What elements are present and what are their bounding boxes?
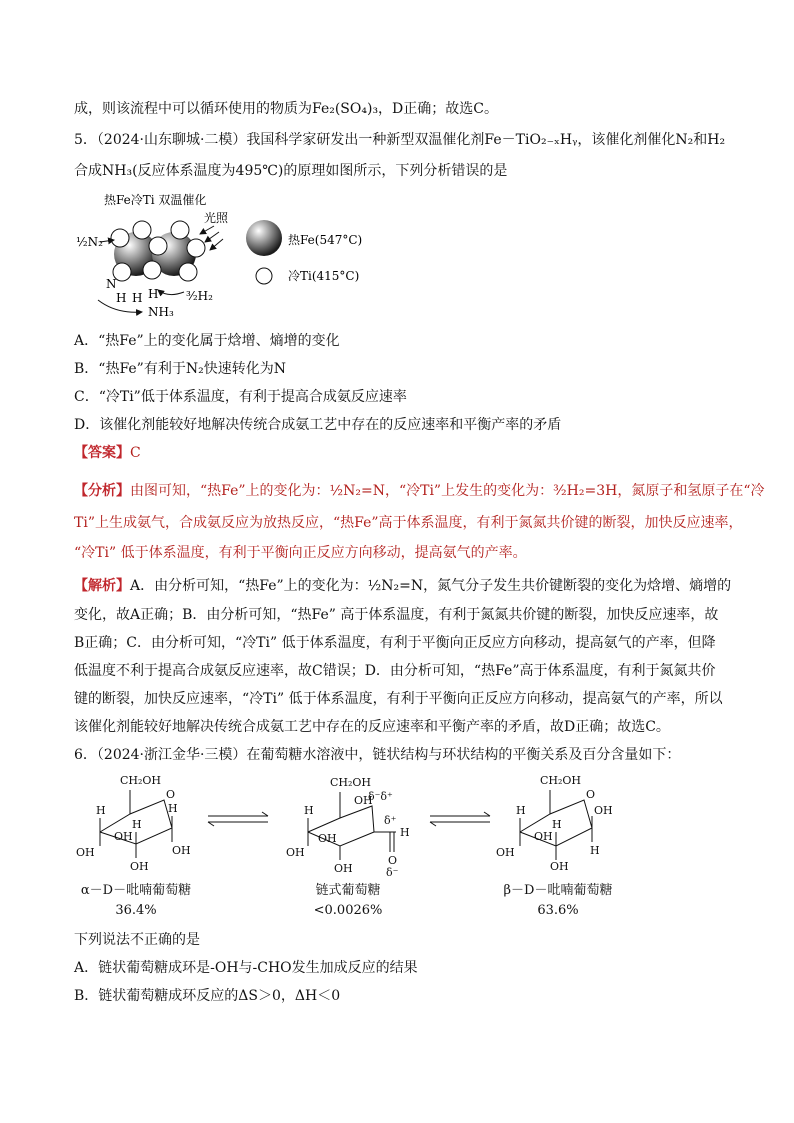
- beta-ch2oh: CH₂OH: [540, 774, 582, 787]
- fig1-h-label: H: [116, 291, 127, 305]
- question-6-stem: 6．（2024·浙江金华·三模）在葡萄糖水溶液中，链状结构与环状结构的平衡关系及百分含量如下：: [74, 747, 681, 763]
- explanation-line-6: 该催化剂能较好地解决传统合成氨工艺中存在的反应速率和平衡产率的矛盾，故D正确；故选C。: [74, 719, 670, 735]
- beta-name: β－D－吡喃葡萄糖: [503, 883, 613, 898]
- cold-ti-sphere: [187, 239, 205, 257]
- chain-oh: OH: [318, 832, 337, 845]
- option-5d: D．该催化剂能较好地解决传统合成氨工艺中存在的反应速率和平衡产率的矛盾: [74, 417, 562, 433]
- analysis-line-3: “冷Ti” 低于体系温度，有利于平衡向正反应方向移动，提高氨气的产率。: [74, 545, 527, 561]
- option-6b: B．链状葡萄糖成环反应的ΔS＞0，ΔH＜0: [74, 988, 341, 1004]
- analysis-line: [74, 481, 764, 501]
- beta-h: H: [516, 804, 526, 817]
- chain-h: H: [304, 804, 314, 817]
- beta-h: H: [552, 818, 562, 831]
- alpha-oh: OH: [76, 846, 95, 859]
- fig1-n-label: N: [106, 277, 117, 291]
- fig1-h2-label: ³⁄₂H₂: [186, 289, 213, 303]
- answer-tag: 【答案】: [74, 445, 130, 461]
- alpha-name: α－D－吡喃葡萄糖: [80, 883, 192, 898]
- explanation-line-5: 键的断裂，加快反应速率，“冷Ti” 低于体系温度，有利于平衡向正反应方向移动，提高氨气的产率，所以: [74, 691, 723, 707]
- alpha-h: H: [168, 802, 178, 815]
- cold-ti-sphere: [111, 229, 129, 247]
- alpha-percent: 36.4%: [115, 903, 157, 918]
- chain-oh: OH: [354, 794, 373, 807]
- beta-percent: 63.6%: [537, 903, 579, 918]
- explanation-text: A．由分析可知，“热Fe”上的变化为：½N₂=N，氮气分子发生共价键断裂的变化为焓增、熵增的: [130, 578, 732, 594]
- alpha-oh: OH: [114, 830, 133, 843]
- chain-aldehyde-o: O: [388, 854, 398, 867]
- beta-oh: OH: [594, 804, 613, 817]
- beta-oh: OH: [496, 846, 515, 859]
- chain-delta-minus: δ⁻: [386, 866, 399, 879]
- glucose-equilibrium-diagram: [72, 770, 672, 920]
- alpha-oh: OH: [130, 860, 149, 873]
- answer-line: [74, 443, 141, 463]
- alpha-ring-o: O: [166, 788, 176, 801]
- beta-oh: OH: [534, 830, 553, 843]
- option-5a: A．“热Fe”上的变化属于焓增、熵增的变化: [74, 333, 340, 349]
- legend-ti-sphere: [256, 268, 272, 284]
- beta-h: H: [590, 844, 600, 857]
- analysis-tag: 【分析】: [74, 483, 130, 499]
- option-5c: C．“冷Ti”低于体系温度，有利于提高合成氨反应速率: [74, 389, 407, 405]
- fig1-h-label: H: [148, 287, 159, 301]
- legend-fe-label: 热Fe(547°C): [288, 233, 363, 247]
- explanation-line: [74, 576, 731, 596]
- question-5-stem-2: 合成NH₃(反应体系温度为495℃)的原理如图所示，下列分析错误的是: [74, 163, 508, 179]
- beta-ring-o: O: [586, 788, 596, 801]
- explanation-tag: 【解析】: [74, 578, 130, 594]
- beta-oh: OH: [550, 860, 569, 873]
- fig1-n2-label: ½N₂: [76, 235, 103, 249]
- chain-percent: <0.0026%: [313, 903, 383, 918]
- analysis-text: 由图可知，“热Fe”上的变化为：½N₂=N，“冷Ti”上发生的变化为：³⁄₂H₂=3H，氮原子和氢原子在“冷: [130, 483, 765, 499]
- option-5b: B．“热Fe”有利于N₂快速转化为N: [74, 361, 286, 377]
- explanation-line-2: 变化，故A正确；B．由分析可知，“热Fe” 高于体系温度，有利于氮氮共价键的断裂，加快反应速率，故: [74, 607, 719, 623]
- cold-ti-sphere: [149, 237, 167, 255]
- question-5-stem: 5．（2024·山东聊城·二模）我国科学家研发出一种新型双温催化剂Fe－TiO₂₋ₓHᵧ，该催化剂催化N₂和H₂: [74, 132, 726, 148]
- chain-oh: OH: [334, 862, 353, 875]
- text-line: 成，则该流程中可以循环使用的物质为Fe₂(SO₄)₃，D正确；故选C。: [74, 101, 498, 117]
- legend-fe-sphere: [246, 220, 282, 256]
- option-6a: A．链状葡萄糖成环是-OH与-CHO发生加成反应的结果: [74, 960, 418, 976]
- cold-ti-sphere: [171, 221, 189, 239]
- fig1-nh3-label: NH₃: [148, 305, 174, 319]
- cold-ti-sphere: [179, 263, 197, 281]
- analysis-line-2: Ti”上生成氨气，合成氨反应为放热反应，“热Fe”高于体系温度，有利于氮氮共价键的断裂，加快反应速率，: [74, 515, 743, 531]
- question-6-prompt: 下列说法不正确的是: [74, 932, 200, 948]
- chain-delta-plus: δ⁺: [384, 814, 397, 827]
- alpha-h: H: [132, 818, 142, 831]
- catalyst-diagram: [76, 188, 386, 320]
- chain-oh: OH: [286, 846, 305, 859]
- cold-ti-sphere: [143, 261, 161, 279]
- chain-name: 链式葡萄糖: [315, 883, 381, 898]
- fig1-h-label: H: [132, 291, 143, 305]
- alpha-ch2oh: CH₂OH: [120, 774, 162, 787]
- alpha-h: H: [96, 804, 106, 817]
- fig1-title: 热Fe冷Ti 双温催化: [104, 193, 207, 207]
- chain-aldehyde-h: H: [400, 826, 410, 839]
- cold-ti-sphere: [133, 221, 151, 239]
- legend-ti-label: 冷Ti(415°C): [288, 269, 360, 283]
- chain-ch2oh: CH₂OH: [330, 776, 372, 789]
- fig1-light-label: 光照: [204, 211, 229, 225]
- explanation-line-3: B正确；C．由分析可知，“冷Ti” 低于体系温度，有利于平衡向正反应方向移动，提高氨气的产率，但降: [74, 635, 716, 651]
- answer-value: C: [130, 445, 141, 461]
- explanation-line-4: 低温度不利于提高合成氨反应速率，故C错误；D．由分析可知，“热Fe”高于体系温度，有利于氮氮共价: [74, 663, 716, 679]
- alpha-oh: OH: [172, 844, 191, 857]
- chain-delta-pair: δ⁻δ⁺: [368, 790, 393, 803]
